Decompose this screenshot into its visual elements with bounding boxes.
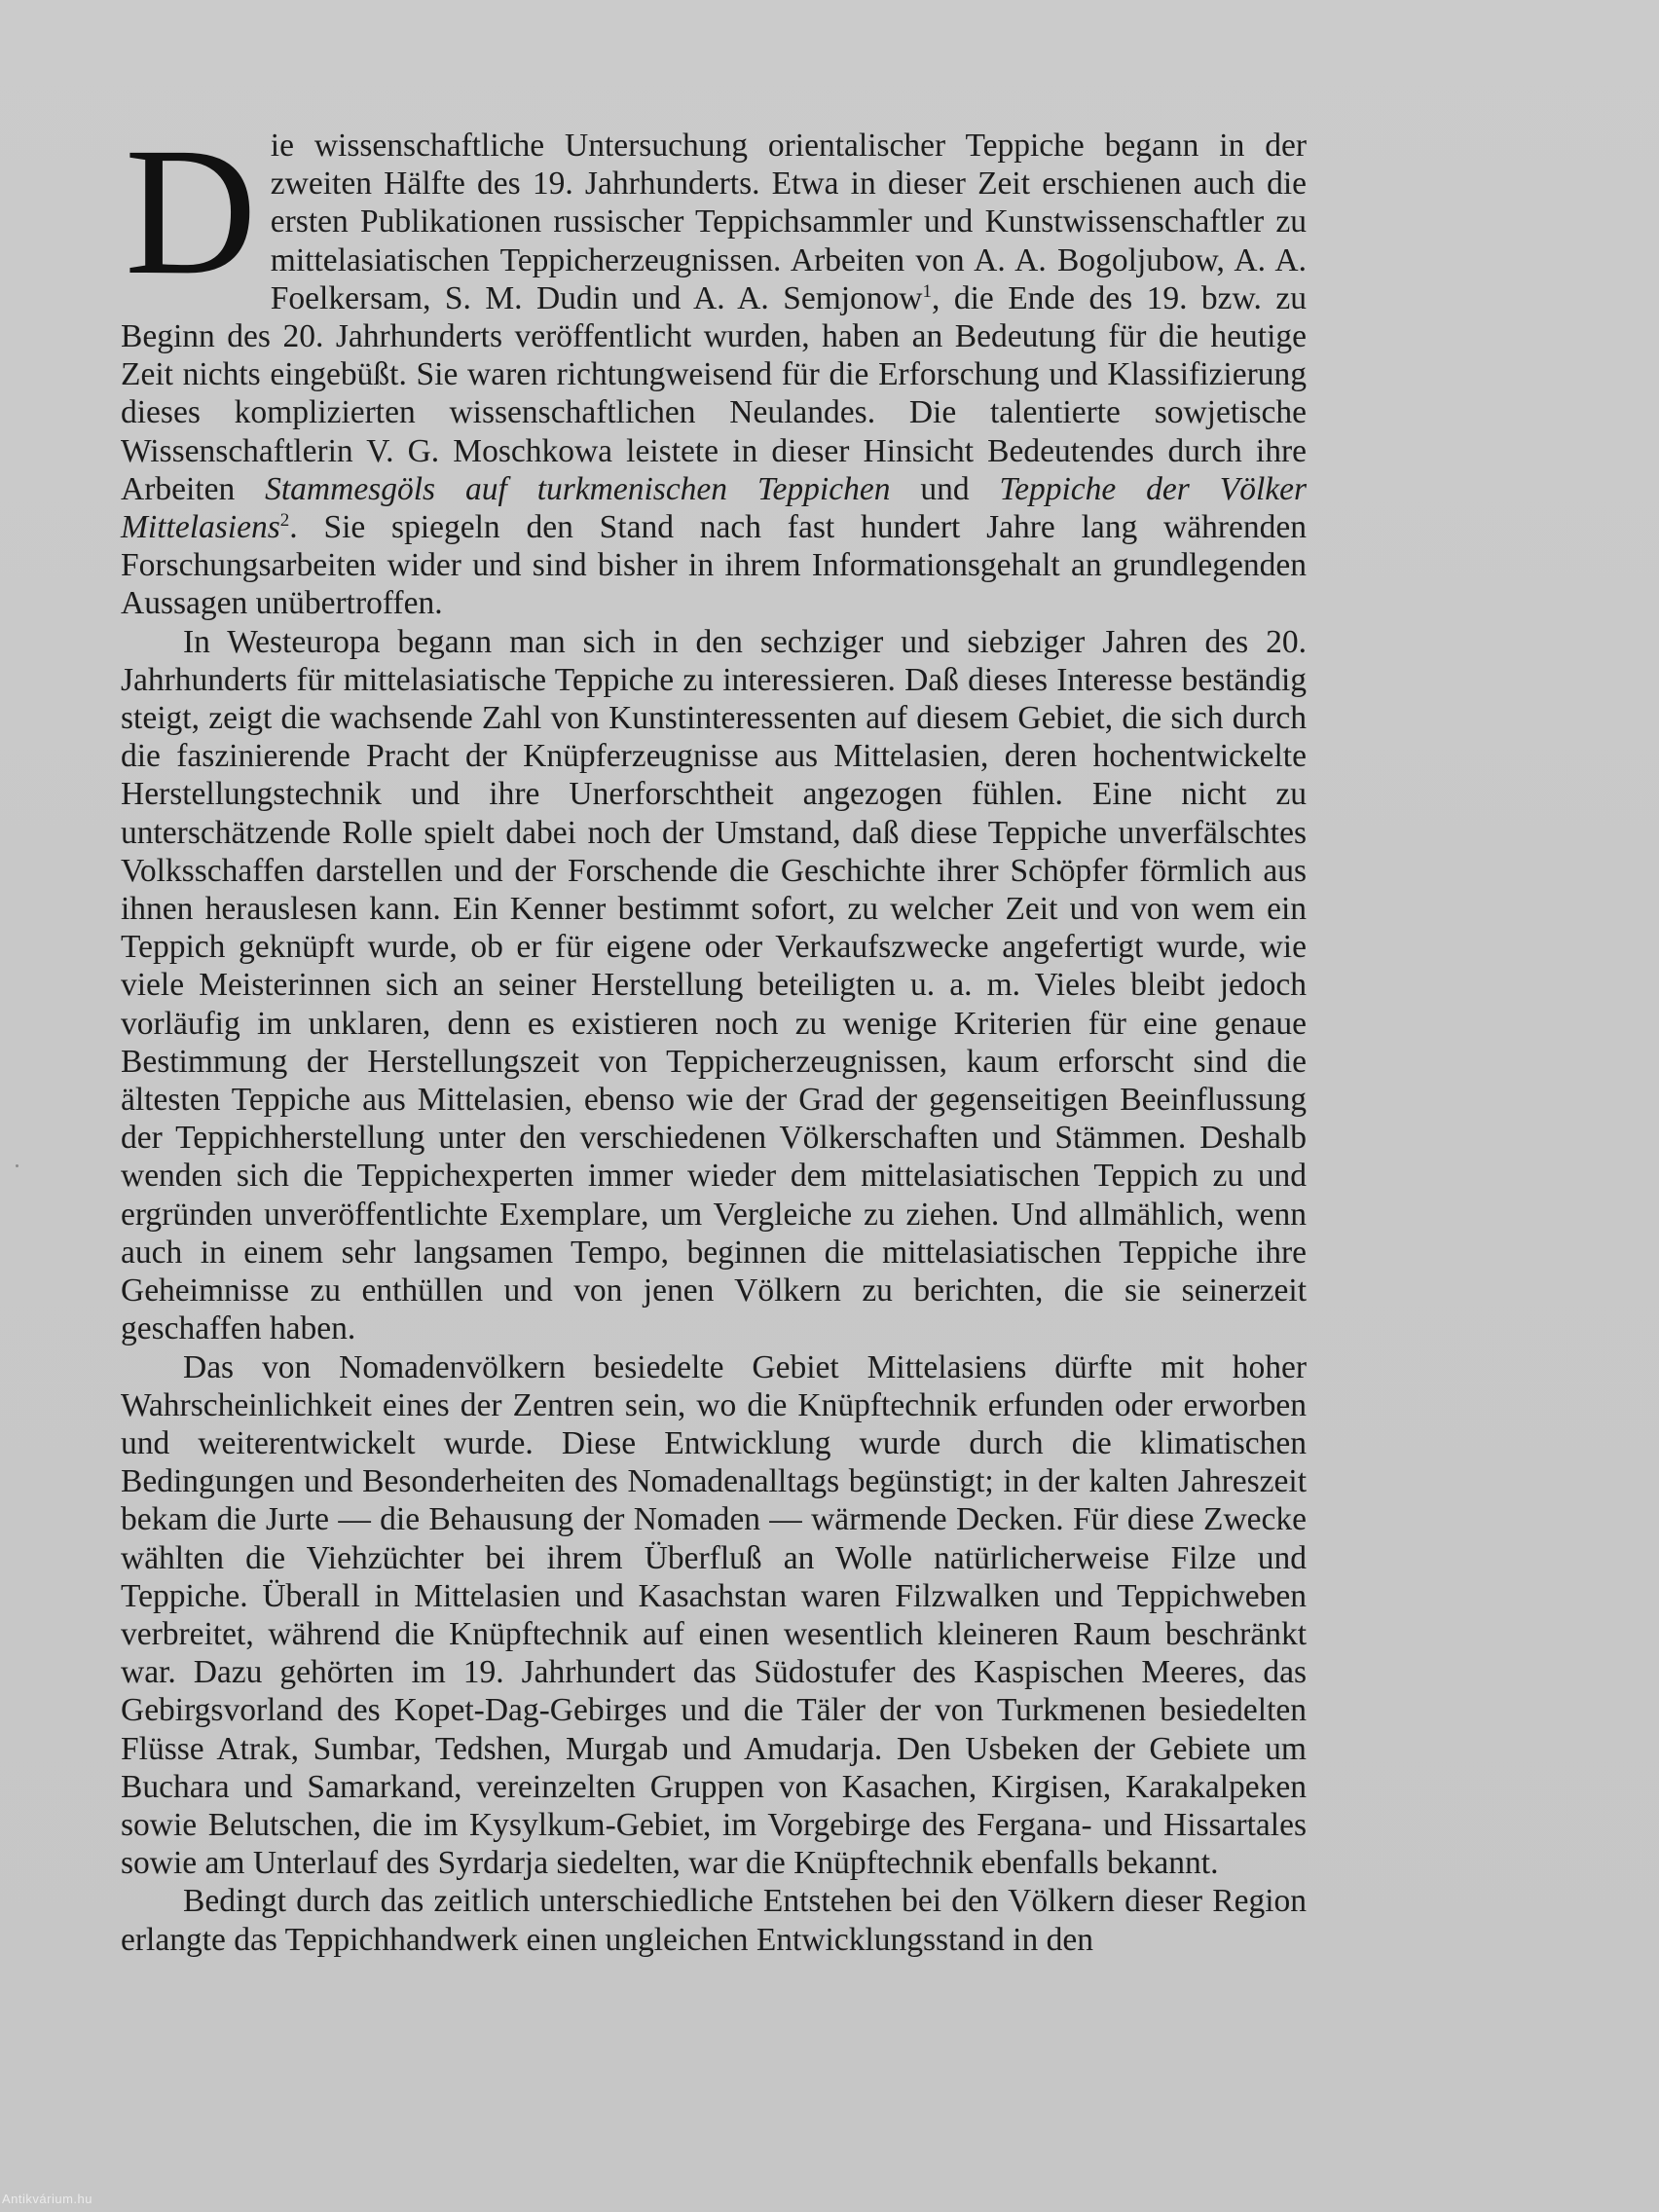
paragraph-1 (121, 109, 1308, 623)
italic-title: Teppiche der Völker Mittelasiens (121, 470, 1308, 546)
text-run: und (890, 470, 1000, 507)
paragraph-3 (121, 1348, 1307, 1883)
text-run: Das von Nomadenvölkern besiedelte Gebiet Mittelasiens dürfte mit hoher Wahrscheinlichkeit eines der Zentren sein, wo die Knüpftechnik erfunden oder erworben und weiterentwickelt wurde. Diese Entwicklung wurde durch die klimatischen Bedingungen und Besonderheiten des Nomadenalltags begünstigt; in der kalten Jahreszeit bekam die Jurte — die Behausung der Nomaden — wärmende Decken. Für diese Zwecke wählten die Viehzüchter bei ihrem Überfluß an Wolle natürlicherweise Filze und Teppiche. Überall in Mittelasien und Kasachstan waren Filzwalken und Teppichweben verbreitet, während die Knüpftechnik auf einen wesentlich kleineren Raum beschränkt war. Dazu gehörten im 19. Jahrhundert das Südostufer des Kaspischen Meeres, das Gebirgsvorland des Kopet-Dag-Gebirges und die Täler der von Turkmenen besiedelten Flüsse Atrak, Sumbar, Tedshen, Murgab und Amudarja. Den Usbeken der Gebiete um Buchara und Samarkand, vereinzelten Gruppen von Kasachen, Kirgisen, Karakalpeken sowie Belutschen, die im Kysylkum-Gebiet, im Vorgebirge des Fergana- und Hissartales sowie am Unterlauf des Syrdarja siedelten, war die Knüpftechnik ebenfalls bekannt. (121, 1348, 1307, 1882)
paragraph-4 (121, 1882, 1307, 1958)
body-text (121, 109, 1308, 1959)
text-run: In Westeuropa begann man sich in den sechziger und siebziger Jahren des 20. Jahrhunderts für mittelasiatische Teppiche zu interessieren. Daß dieses Interesse beständig steigt, zeigt die wachsende Zahl von Kunstinteressenten auf diesem Gebiet, die sich durch die faszinierende Pracht der Knüpferzeugnisse aus Mittelasien, deren hochentwickelte Herstellungstechnik und ihre Unerforschtheit angezogen fühlen. Eine nicht zu unterschätzende Rolle spielt dabei noch der Umstand, daß diese Teppiche unverfälschtes Volksschaffen darstellen und der Forschende die Geschichte ihrer Schöpfer förmlich aus ihnen herauslesen kann. Ein Kenner bestimmt sofort, zu welcher Zeit und von wem ein Teppich geknüpft wurde, ob er für eigene oder Verkaufszwecke angefertigt wurde, wie viele Meisterinnen sich an seiner Herstellung beteiligten u. a. m. Vieles bleibt jedoch vorläufig im unklaren, denn es existieren noch zu wenige Kriterien für eine genaue Bestimmung der Herstellungszeit von Teppicherzeugnissen, kaum erforscht sind die ältesten Teppiche aus Mittelasien, ebenso wie der Grad der gegenseitigen Beeinflussung der Teppichherstellung unter den verschiedenen Völkerschaften und Stämmen. Deshalb wenden sich die Teppichexperten immer wieder dem mittelasiatischen Teppich zu und ergründen unveröffentlichte Exemplare, um Vergleiche zu ziehen. Und allmählich, wenn auch in einem sehr langsamen Tempo, beginnen die mittelasiatischen Teppiche ihre Geheimnisse zu enthüllen und von jenen Völkern zu berichten, die sie seinerzeit geschaffen haben. (121, 623, 1307, 1347)
paragraph-2 (121, 623, 1307, 1348)
text-run: . Sie spiegeln den Stand nach fast hundert Jahre lang währenden Forschungsarbeiten wider und sind bisher in ihrem Informationsgehalt an grundlegenden Aussagen unübertroffen. (121, 509, 1307, 622)
dust-speck (16, 1164, 18, 1167)
text-run: , die Ende des 19. bzw. zu Beginn des 20. Jahrhunderts veröffentlicht wurden, haben an Bedeutung für die heutige Zeit nichts eingebüßt. Sie waren richtungweisend für die Erforschung und Klassifizierung dieses komplizierten wissenschaftlichen Neulandes. Die talentierte sowjetische Wissenschaftlerin V. G. Moschkowa leistete in dieser Hinsicht Bedeutendes durch ihre Arbeiten (121, 279, 1307, 507)
watermark: Antikvárium.hu (2, 2192, 92, 2206)
footnote-marker: 1 (922, 280, 933, 302)
text-run: ie wissenschaftliche Untersuchung orientalischer Teppiche begann in der zweiten Hälfte des 19. Jahrhunderts. Etwa in dieser Zeit erschienen auch die ersten Publikationen russischer Teppichsammler und Kunstwissenschaftler zu mittelasiatischen Teppicherzeugnissen. Arbeiten von A. A. Bogoljubow, A. A. Foelkersam, S. M. Dudin und A. A. Semjonow (270, 128, 1307, 316)
footnote-marker: 2 (279, 510, 290, 532)
italic-title: Stammesgöls auf turkmenischen Teppichen (265, 470, 891, 507)
text-run: Bedingt durch das zeitlich unterschiedliche Entstehen bei den Völkern dieser Region erlangte das Teppichhandwerk einen ungleichen Entwicklungsstand in den (121, 1883, 1307, 1958)
drop-cap: D (125, 109, 257, 313)
